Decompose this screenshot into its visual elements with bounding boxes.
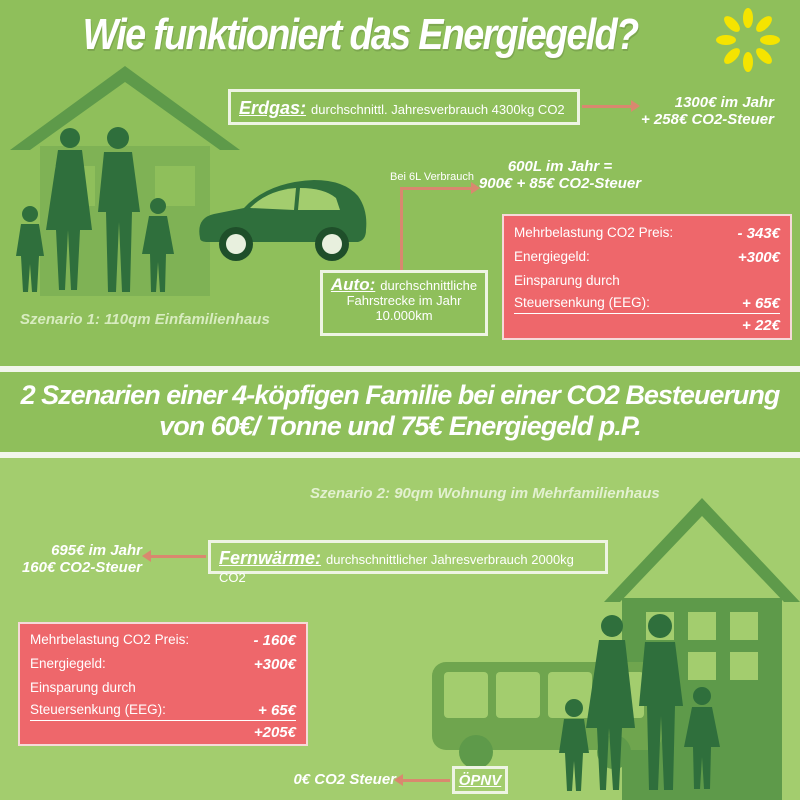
- fernwaerme-label: Fernwärme:: [219, 548, 322, 568]
- auto-label: Auto:: [330, 275, 376, 294]
- fernwaerme-text: durchschnittlicher Jahresverbrauch 2000kg CO2: [219, 552, 574, 585]
- erdgas-text: durchschnittl. Jahresverbrauch 4300kg CO2: [311, 102, 565, 117]
- scenario1-summary: Mehrbelastung CO2 Preis: - 343€ Energiegeld: +300€ Einsparung durch Steuersenkung (EEG): + 65€ + 22€: [502, 214, 792, 340]
- fernwaerme-arrow: [150, 555, 206, 558]
- scenario2-label: Szenario 2: 90qm Wohnung im Mehrfamilienhaus: [310, 485, 660, 502]
- auto-result: 600L im Jahr = 900€ + 85€ CO2-Steuer: [478, 158, 642, 192]
- family-silhouette-2: [552, 612, 734, 794]
- erdgas-result: 1300€ im Jahr + 258€ CO2-Steuer: [641, 94, 774, 128]
- scenario1-label: Szenario 1: 110qm Einfamilienhaus: [20, 311, 270, 328]
- summary-separator-2: [30, 720, 296, 721]
- auto-arrow: [400, 187, 472, 190]
- oepnv-result: 0€ CO2 Steuer: [293, 771, 396, 788]
- fernwaerme-result: 695€ im Jahr 160€ CO2-Steuer: [21, 542, 142, 576]
- auto-consumption-note: Bei 6L Verbrauch: [390, 171, 474, 183]
- headline-line1: 2 Szenarien einer 4-köpfigen Familie bei einer CO2 Besteuerung: [20, 380, 780, 410]
- car-illustration: [196, 176, 368, 266]
- erdgas-box: [228, 89, 580, 125]
- headline-line2: von 60€/ Tonne und 75€ Energiegeld p.P.: [159, 411, 641, 441]
- auto-arrow-vertical: [400, 188, 403, 270]
- erdgas-arrow: [582, 105, 632, 108]
- summary-separator: [514, 313, 780, 314]
- auto-box: Auto: durchschnittliche Fahrstrecke im Jahr 10.000km: [320, 270, 488, 336]
- fernwaerme-box: [208, 540, 608, 585]
- family-silhouette: [10, 126, 190, 296]
- scenario2-summary: Mehrbelastung CO2 Preis: - 160€ Energiegeld: +300€ Einsparung durch Steuersenkung (EEG): + 65€ +205€: [18, 622, 308, 746]
- page-title: Wie funktioniert das Energiegeld?: [82, 10, 638, 59]
- oepnv-box: ÖPNV: [452, 766, 508, 794]
- erdgas-label: Erdgas:: [239, 98, 307, 118]
- sunflower-icon: [716, 8, 780, 72]
- oepnv-arrow: [402, 779, 450, 782]
